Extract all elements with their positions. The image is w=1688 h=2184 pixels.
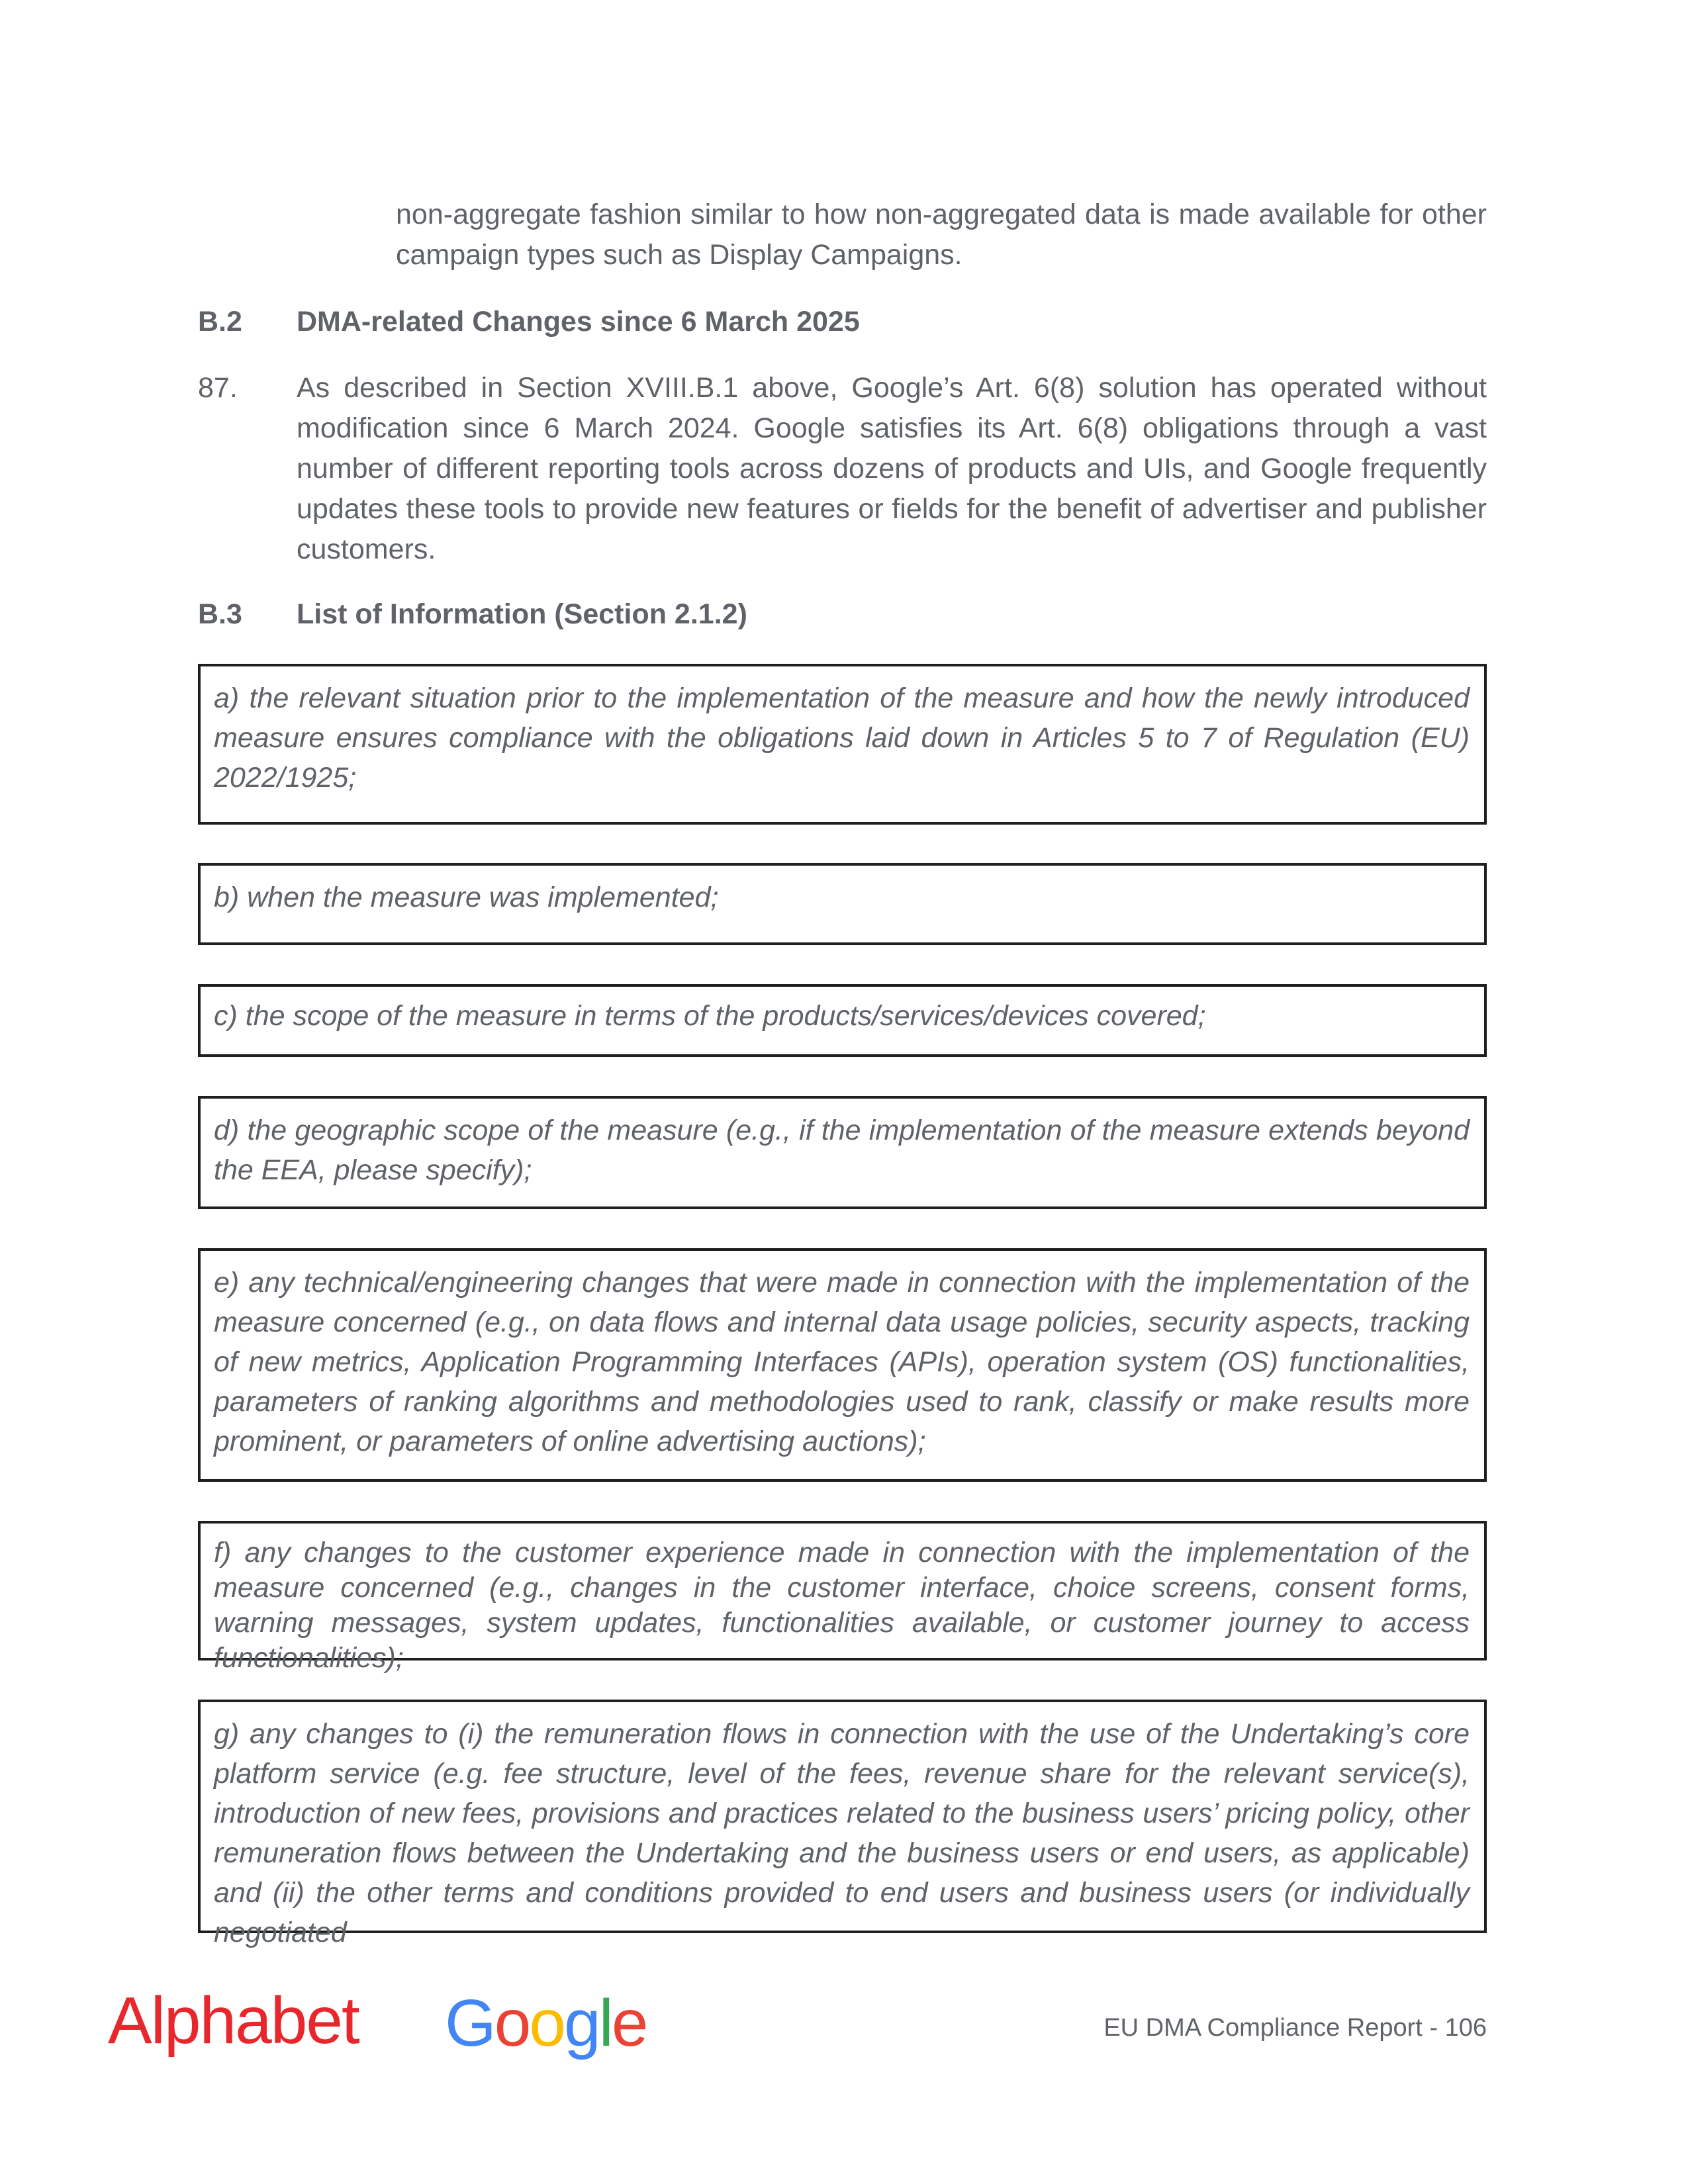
section-b3-title: List of Information (Section 2.1.2) <box>297 598 747 630</box>
info-box-a <box>198 664 1487 825</box>
alphabet-logo: Alphabet <box>108 1983 359 2058</box>
google-logo-letter-o1: o <box>494 1986 530 2060</box>
info-box-c-text: c) the scope of the measure in terms of the products/services/devices covered; <box>214 1000 1206 1032</box>
info-box-e <box>198 1248 1487 1482</box>
google-logo-letter-g: G <box>445 1986 494 2060</box>
google-logo-letter-o2: o <box>529 1986 565 2060</box>
paragraph-87-number: 87. <box>198 372 238 404</box>
info-box-g <box>198 1700 1487 1948</box>
google-logo <box>445 1985 647 2062</box>
info-box-b-text: b) when the measure was implemented; <box>214 882 719 913</box>
intro-paragraph: non-aggregate fashion similar to how non-aggregated data is made available for other campaign types such as Display Campaigns. <box>396 199 1487 271</box>
info-box-a-text: a) the relevant situation prior to the implementation of the measure and how the newly introduced measure ensures compliance with the obligations laid down in Articles 5 to 7 of Regulation (EU) 2022/1925; <box>214 682 1470 794</box>
google-logo-letter-l: l <box>598 1986 612 2060</box>
info-box-b <box>198 863 1487 945</box>
info-box-e-text: e) any technical/engineering changes that were made in connection with the implementation of the measure concerned (e.g., on data flows and internal data usage policies, security aspects, tracking of new metrics, Application Programming Interfaces (APIs), operation system (OS) functionalities, parameters of ranking algorithms and methodologies used to rank, classify or make results more prominent, or parameters of online advertising auctions); <box>214 1267 1470 1457</box>
info-box-g-text: g) any changes to (i) the remuneration flows in connection with the use of the Undertaking’s core platform service (e.g. fee structure, level of the fees, revenue share for the relevant service(s), introduction of new fees, provisions and practices related to the business users’ pricing policy, other remuneration flows between the Undertaking and the business users or end users, as applicable) and (ii) the other terms and conditions provided to end users and business users (or individually negotiated <box>214 1718 1470 1948</box>
google-logo-letter-e: e <box>611 1986 647 2060</box>
paragraph-87-text: As described in Section XVIII.B.1 above, Google’s Art. 6(8) solution has operated without modification since 6 March 2024. Google satisfies its Art. 6(8) obligations through a vast number of different reporting tools across dozens of products and UIs, and Google frequently updates these tools to provide new features or fields for the benefit of advertiser and publisher customers. <box>297 372 1487 565</box>
section-b3-number: B.3 <box>198 598 242 630</box>
info-box-c <box>198 984 1487 1057</box>
section-b2-title: DMA-related Changes since 6 March 2025 <box>297 306 860 338</box>
section-b2-number: B.2 <box>198 306 242 338</box>
page-footer-label: EU DMA Compliance Report - 106 <box>1103 2014 1487 2042</box>
info-box-f-text: f) any changes to the customer experience made in connection with the implementation of the measure concerned (e.g., changes in the customer interface, choice screens, consent forms, warning messages, system updates, functionalities available, or customer journey to access functionalities); <box>214 1537 1470 1674</box>
info-box-d-text: d) the geographic scope of the measure (e.g., if the implementation of the measure extends beyond the EEA, please specify); <box>214 1115 1470 1186</box>
google-logo-letter-g2: g <box>564 1986 599 2060</box>
info-box-d <box>198 1096 1487 1209</box>
info-box-f <box>198 1521 1487 1674</box>
